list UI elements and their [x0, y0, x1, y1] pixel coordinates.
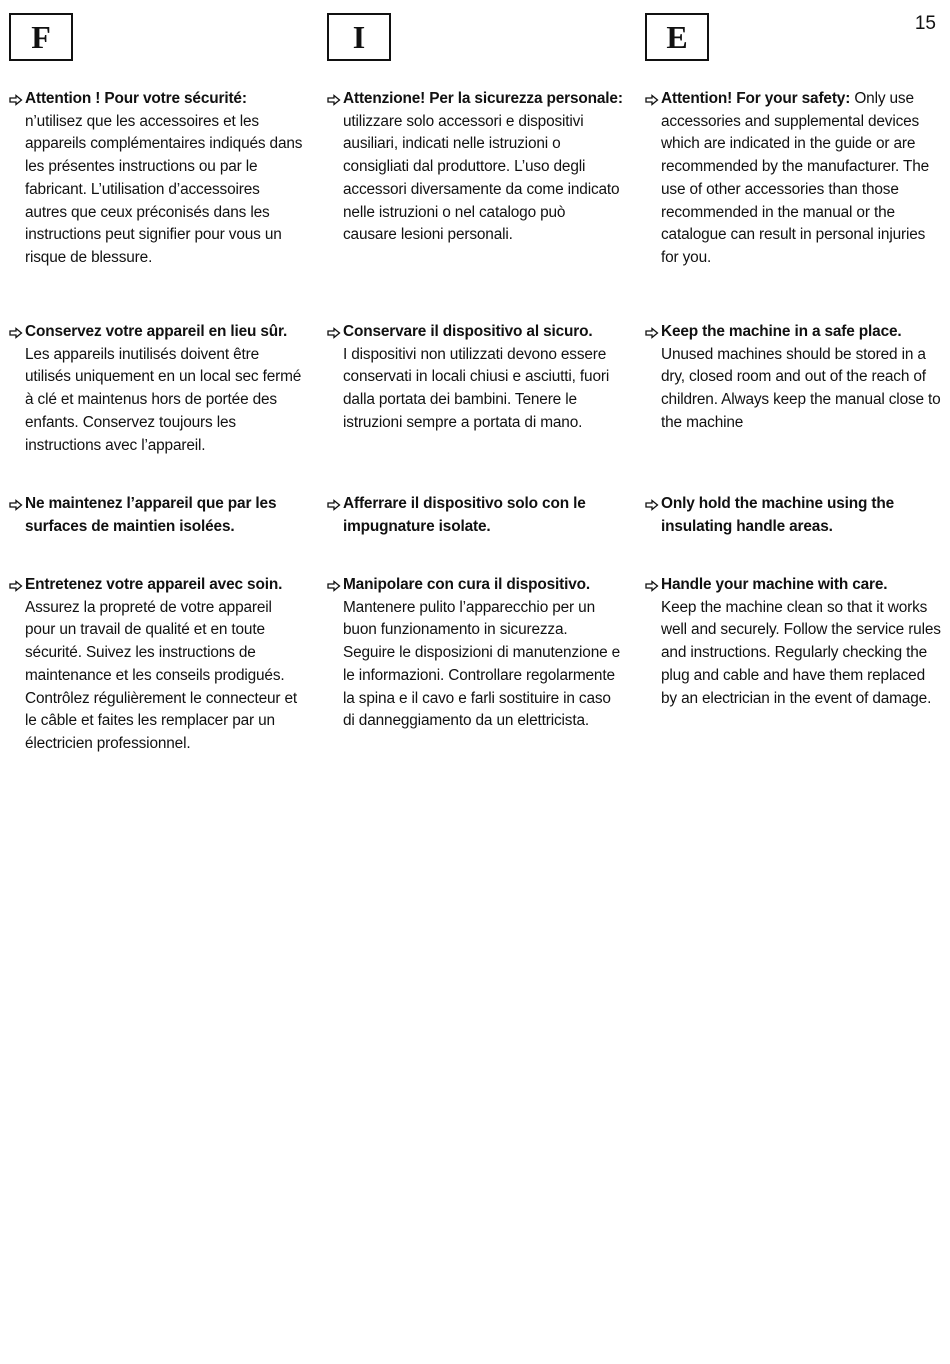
safety-section — [645, 88, 941, 270]
arrow-right-icon — [645, 94, 659, 106]
safety-section — [645, 493, 941, 538]
section-heading: Handle your machine with care. — [661, 576, 888, 593]
arrow-right-icon — [645, 327, 659, 339]
section-heading: Entretenez votre appareil avec soin. — [25, 576, 283, 593]
language-label-box: F — [9, 13, 73, 61]
safety-section — [9, 574, 305, 756]
section-heading: Conservare il dispositivo al sicuro. — [343, 323, 593, 340]
arrow-right-icon — [9, 94, 23, 106]
language-label-box: I — [327, 13, 391, 61]
arrow-right-icon — [327, 94, 341, 106]
arrow-right-icon — [327, 580, 341, 592]
arrow-right-icon — [327, 327, 341, 339]
safety-section — [9, 321, 305, 457]
section-text: Les appareils inutilisés doivent être utilisés uniquement en un local sec fermé à clé et maintenus hors de portée des enfants. Conservez toujours les instructions avec l’appareil. — [25, 345, 302, 454]
column-english — [645, 13, 941, 707]
arrow-right-icon — [327, 499, 341, 511]
section-heading: Keep the machine in a safe place. — [661, 323, 902, 340]
arrow-right-icon — [645, 499, 659, 511]
section-text: Assurez la propreté de votre appareil pour un travail de qualité et en toute sécurité. Suivez les instructions de maintenance et les conseils prodigués. Contrôlez régulièrement le connecteur et le câble et faites les remplacer par un électricien professionnel. — [25, 598, 298, 752]
section-text: Mantenere pulito l’apparecchio per un buon funzionamento in sicurezza. Seguire le disposizioni di manutenzione e le informazioni. Controllare regolarmente la spina e il cavo e farli sostituire in caso di danneggiamento da un elettricista. — [343, 598, 621, 730]
arrow-right-icon — [9, 499, 23, 511]
safety-section — [9, 493, 305, 538]
safety-section — [9, 88, 305, 270]
section-heading: Conservez votre appareil en lieu sûr. — [25, 323, 288, 340]
arrow-right-icon — [9, 580, 23, 592]
arrow-right-icon — [9, 327, 23, 339]
section-text: I dispositivi non utilizzati devono essere conservati in locali chiusi e asciutti, fuori dalla portata dei bambini. Tenere le istruzioni sempre a portata di mano. — [343, 345, 610, 431]
section-text: Unused machines should be stored in a dry, closed room and out of the reach of children. Always keep the manual close to the machine — [661, 345, 941, 431]
section-heading: Ne maintenez l’appareil que par les surfaces de maintien isolées. — [25, 495, 277, 535]
arrow-right-icon — [645, 580, 659, 592]
section-heading: Only hold the machine using the insulating handle areas. — [661, 495, 895, 535]
language-label-box: E — [645, 13, 709, 61]
column-italian — [327, 13, 623, 730]
section-text: n’utilisez que les accessoires et les appareils complémentaires indiqués dans les présentes instructions ou par le fabricant. L’utilisation d’accessoires autres que ceux préconisés dans les instructions peut signifier pour vous un risque de blessure. — [25, 112, 303, 266]
safety-section — [645, 321, 941, 435]
section-text: utilizzare solo accessori e dispositivi ausiliari, indicati nelle istruzioni o consigliati dal produttore. L’uso degli accessori diversamente da come indicato nelle istruzioni o nel catalogo può causare lesioni personali. — [343, 112, 620, 244]
safety-section — [327, 321, 623, 435]
section-heading: Attention! For your safety: — [661, 90, 851, 107]
safety-section — [327, 574, 623, 733]
page-number: 15 — [914, 13, 936, 34]
column-french — [9, 13, 305, 752]
section-heading: Afferrare il dispositivo solo con le impugnature isolate. — [343, 495, 586, 535]
safety-section — [327, 493, 623, 538]
section-text: Only use accessories and supplemental devices which are indicated in the guide or are recommended by the manufacturer. The use of other accessories than those recommended in the manual or the catalogue can result in personal injuries for you. — [661, 90, 930, 266]
section-heading: Manipolare con cura il dispositivo. — [343, 576, 591, 593]
section-heading: Attenzione! Per la sicurezza personale: — [343, 90, 623, 107]
safety-section — [327, 88, 623, 247]
safety-section — [645, 574, 941, 710]
section-text: Keep the machine clean so that it works well and securely. Follow the service rules and instructions. Regularly checking the plug and cable and have them replaced by an electrician in the event of damage. — [661, 598, 941, 707]
section-heading: Attention ! Pour votre sécurité: — [25, 90, 247, 107]
